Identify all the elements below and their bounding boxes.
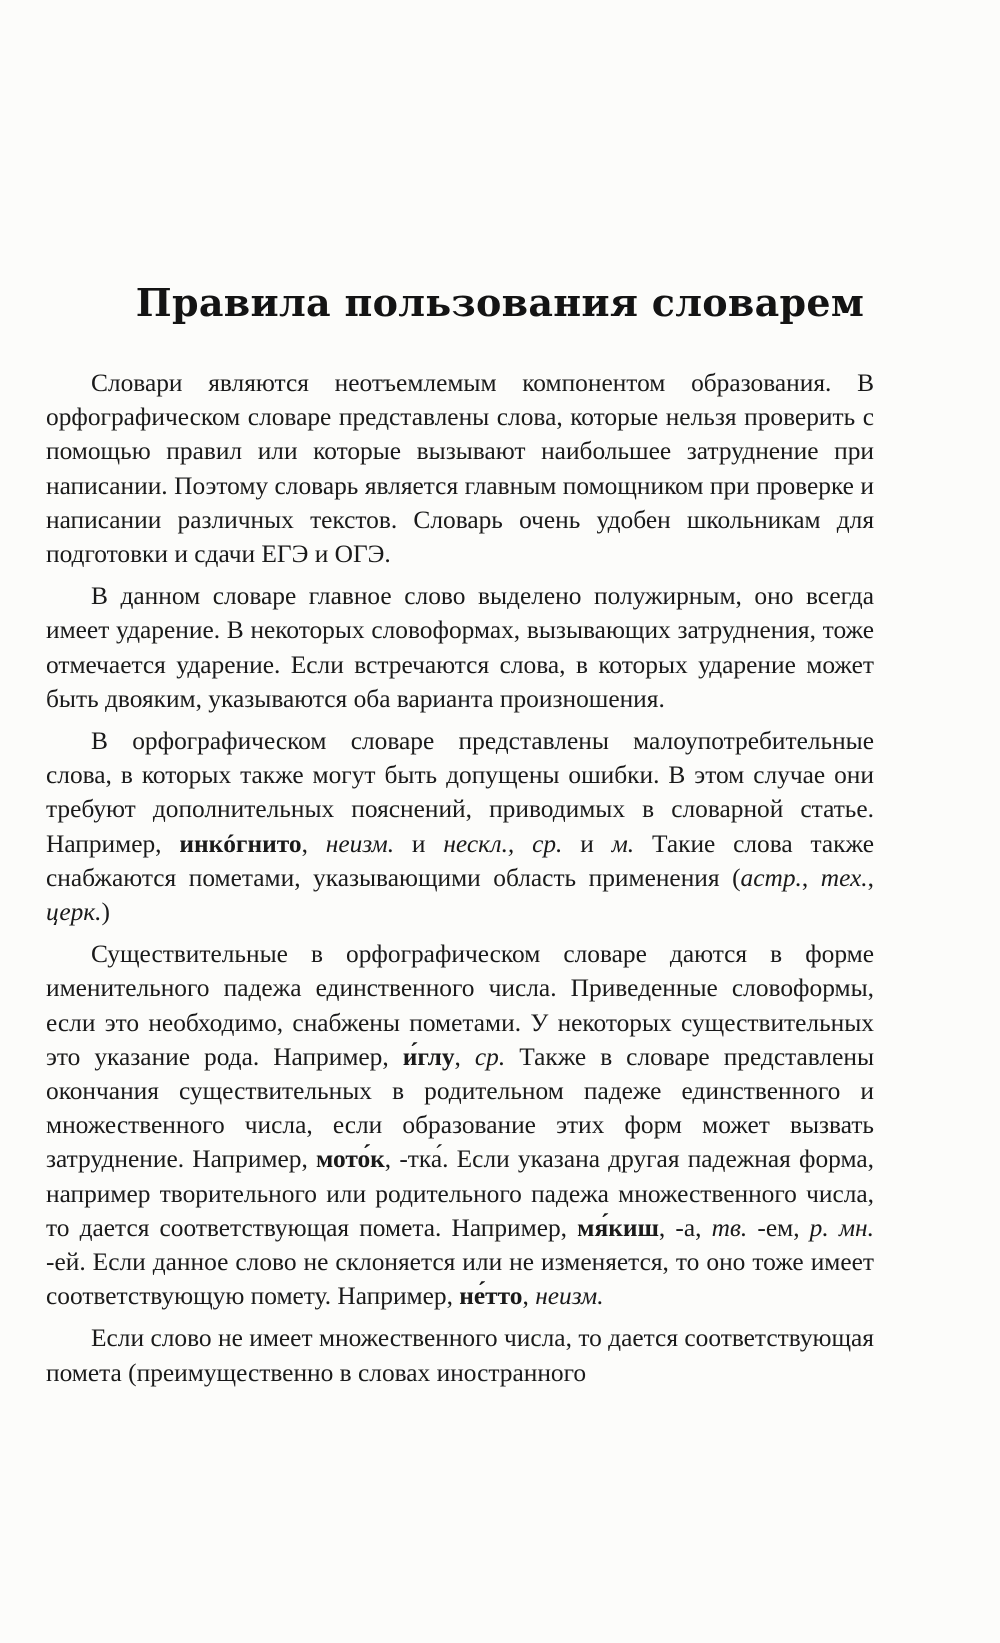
text-run: , -а,: [658, 1213, 712, 1242]
text-run: -ем,: [747, 1213, 810, 1242]
grammar-mark: неизм.: [535, 1282, 604, 1311]
headword: не́тто: [459, 1282, 523, 1311]
text-run: ,: [867, 863, 874, 892]
headword: инкóгнито: [179, 829, 302, 858]
paragraph-3: [46, 724, 874, 929]
text-run: ,: [301, 829, 326, 858]
text-run: ,: [801, 863, 821, 892]
grammar-mark: тв.: [711, 1213, 748, 1242]
headword: и́глу: [402, 1042, 455, 1071]
usage-mark: церк.: [46, 898, 102, 927]
page-title: Правила пользования словарем: [135, 280, 865, 325]
text-run: , -тка́. Если указана другая падежная форма, например творительного или родительного падежа множественного числа, то дается соответствующая помета. Например,: [46, 1145, 874, 1242]
usage-mark: астр.: [740, 863, 802, 892]
grammar-mark: р. мн.: [809, 1213, 874, 1242]
paragraph-4: [46, 937, 874, 1313]
text-run: ): [101, 898, 110, 927]
grammar-mark: м.: [611, 829, 635, 858]
grammar-mark: нескл., ср.: [443, 829, 563, 858]
grammar-mark: неизм.: [325, 829, 395, 858]
headword: мото́к: [316, 1145, 385, 1174]
text-run: Такие слова также снабжаются пометами, указывающими область применения (: [46, 829, 874, 892]
text-run: Также в словаре представлены окончания существительных в родительном падеже единственного и множественного числа, если образование этих форм может вызвать затруднение. Например,: [46, 1042, 875, 1174]
text-run: Существительные в орфографическом словаре даются в форме именительного падежа единственного числа. Приведенные словоформы, если это необходимо, снабжены пометами. У некоторых существительных это указание рода. Например,: [46, 940, 874, 1071]
paragraph-2: В данном словаре главное слово выделено полужирным, оно всегда имеет ударение. В некоторых словоформах, вызывающих затруднения, тоже отмечается ударение. Если встречаются слова, в которых ударение может быть двояким, указываются оба варианта произношения.: [46, 582, 874, 713]
headword: мя́киш: [577, 1213, 659, 1242]
grammar-mark: ср.: [474, 1042, 506, 1071]
text-run: и: [394, 829, 444, 858]
paragraph-1: Словари являются неотъемлемым компонентом образования. В орфографическом словаре представлены слова, которые нельзя проверить с помощью правил или которые вызывают наибольшее затруднение при написании. Поэтому словарь является главным помощником при проверке и написании различных текстов. Словарь очень удобен школьникам для подготовки и сдачи ЕГЭ и ОГЭ.: [46, 369, 874, 569]
text-run: и: [562, 829, 612, 858]
text-run: ,: [522, 1282, 536, 1311]
text-run: -ей. Если данное слово не склоняется или не изменяется, то оно тоже имеет соответствующую помету. Например,: [46, 1248, 874, 1311]
text-run: В орфографическом словаре представлены малоупотребительные слова, в которых также могут быть допущены ошибки. В этом случае они требуют дополнительных пояснений, приводимых в словарной статье. Например,: [46, 727, 874, 858]
paragraph-5: Если слово не имеет множественного числа, то дается соответствующая помета (преимущественно в словах иностранного: [46, 1324, 874, 1387]
text-run: ,: [454, 1042, 475, 1071]
body-text: [46, 366, 874, 1398]
usage-mark: тех.: [820, 863, 868, 892]
